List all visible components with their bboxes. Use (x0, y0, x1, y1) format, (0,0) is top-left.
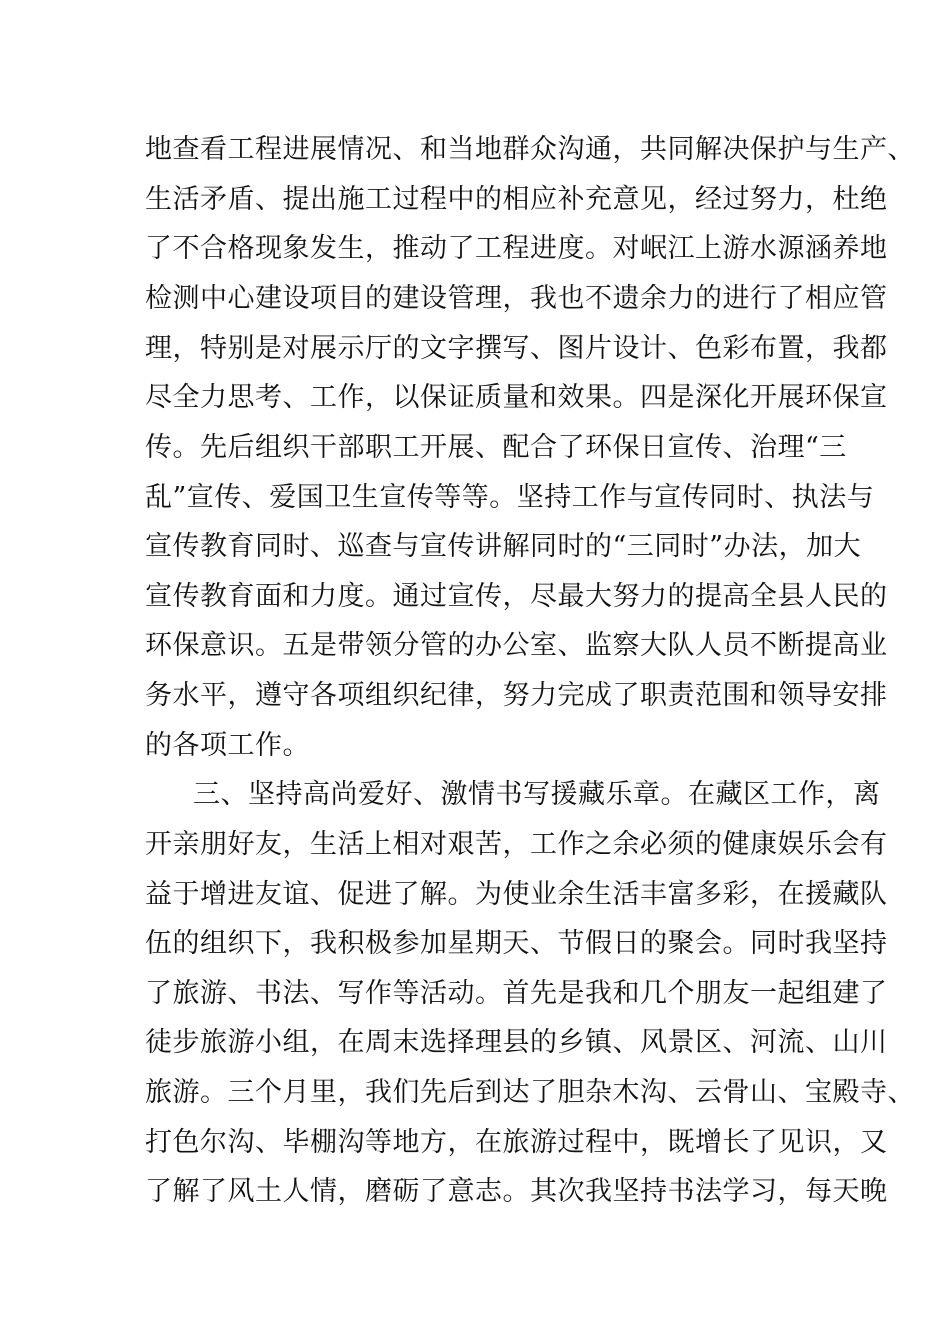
text-line: 打色尔沟、毕棚沟等地方，在旅游过程中，既增长了见识，又 (145, 1127, 888, 1158)
text-line: 了解了风土人情，磨砺了意志。其次我坚持书法学习，每天晚 (145, 1176, 888, 1207)
text-line: 了旅游、书法、写作等活动。首先是我和几个朋友一起组建了 (145, 978, 888, 1009)
text-line: 理，特别是对展示厅的文字撰写、图片设计、色彩布置，我都 (145, 333, 888, 364)
text-line: 伍的组织下，我积极参加星期天、节假日的聚会。同时我坚持 (145, 928, 888, 959)
text-line: 的各项工作。 (145, 730, 310, 761)
text-line: 乱”宣传、爱国卫生宣传等等。坚持工作与宣传同时、执法与 (145, 482, 875, 513)
text-line: 宣传教育同时、巡查与宣传讲解同时的“三同时”办法，加大 (145, 531, 862, 562)
text-line: 生活矛盾、提出施工过程中的相应补充意见，经过努力，杜绝 (145, 184, 888, 215)
text-line: 传。先后组织干部职工开展、配合了环保日宣传、治理“三 (145, 432, 847, 463)
text-line: 益于增进友谊、促进了解。为使业余生活丰富多彩，在援藏队 (145, 879, 888, 910)
text-line: 务水平，遵守各项组织纪律，努力完成了职责范围和领导安排 (145, 680, 888, 711)
text-line: 旅游。三个月里，我们先后到达了胆杂木沟、云骨山、宝殿寺、 (145, 1077, 915, 1108)
text-line: 开亲朋好友，生活上相对艰苦，工作之余必须的健康娱乐会有 (145, 829, 888, 860)
text-line: 了不合格现象发生，推动了工程进度。对岷江上游水源涵养地 (145, 233, 888, 264)
text-line: 环保意识。五是带领分管的办公室、监察大队人员不断提高业 (145, 630, 888, 661)
text-line: 徒步旅游小组，在周末选择理县的乡镇、风景区、河流、山川 (145, 1027, 888, 1058)
text-line: 宣传教育面和力度。通过宣传，尽最大努力的提高全县人民的 (145, 581, 888, 612)
text-line: 检测中心建设项目的建设管理，我也不遗余力的进行了相应管 (145, 283, 888, 314)
text-line: 地查看工程进展情况、和当地群众沟通，共同解决保护与生产、 (145, 134, 915, 165)
text-line: 尽全力思考、工作，以保证质量和效果。四是深化开展环保宣 (145, 382, 888, 413)
paragraph-first-line: 三、坚持高尚爱好、激情书写援藏乐章。在藏区工作，离 (193, 779, 881, 810)
